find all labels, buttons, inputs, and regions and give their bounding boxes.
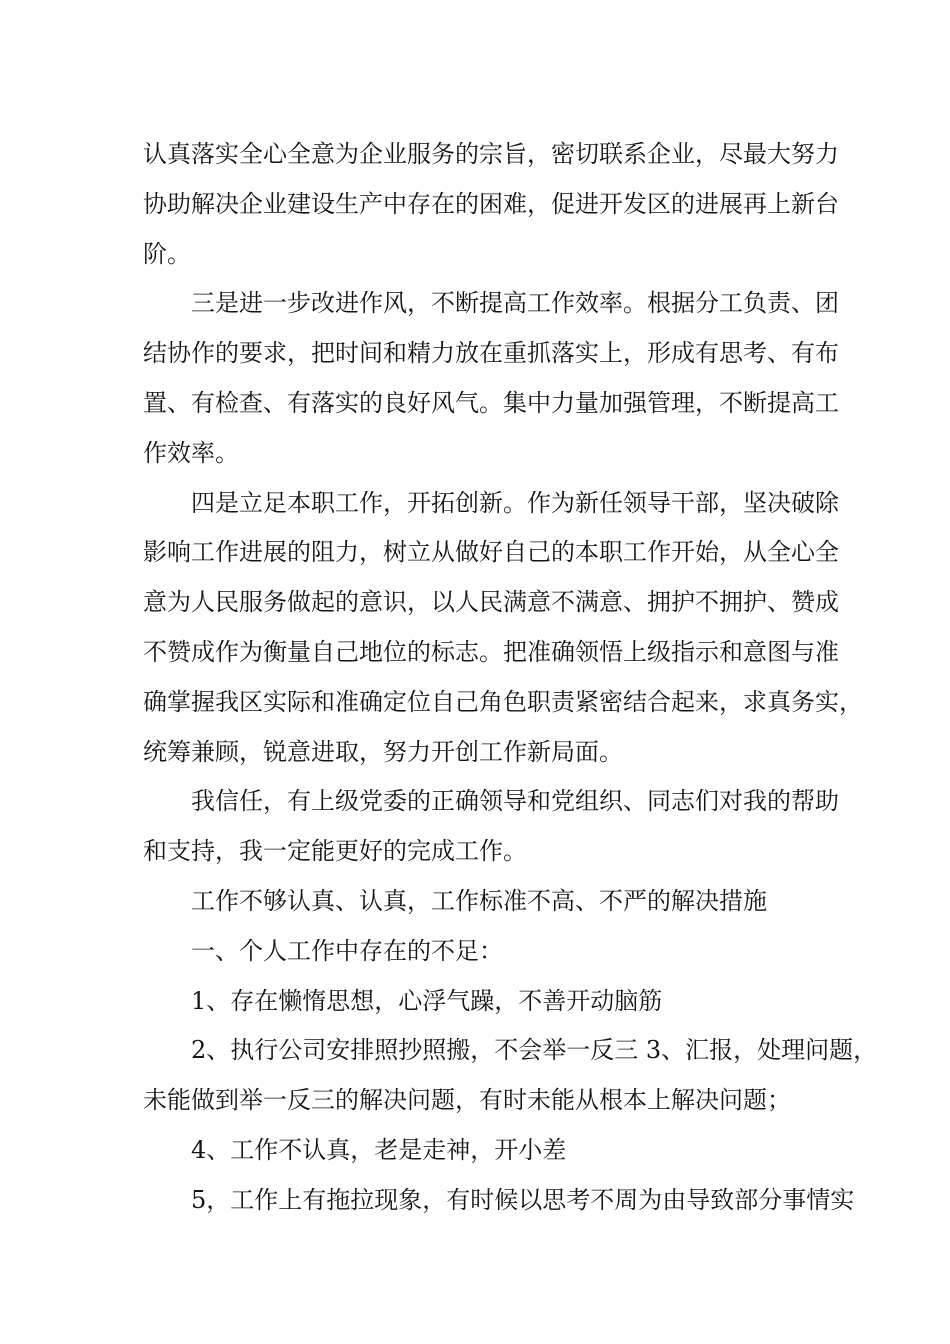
text-line: 阶。 <box>143 239 191 268</box>
paragraph-start-line: 四是立足本职工作，开拓创新。作为新任领导干部，坚决破除 <box>191 488 839 517</box>
list-item: 4、工作不认真，老是走神，开小差 <box>191 1135 567 1164</box>
body-text <box>143 130 878 1226</box>
text-line: 确掌握我区实际和准确定位自己角色职责紧密结合起来，求真务实， <box>143 687 863 716</box>
text-line: 置、有检查、有落实的良好风气。集中力量加强管理，不断提高工 <box>143 388 839 417</box>
paragraph-start-line: 三是进一步改进作风，不断提高工作效率。根据分工负责、团 <box>191 289 839 318</box>
list-item: 5，工作上有拖拉现象，有时候以思考不周为由导致部分事情实 <box>191 1185 855 1214</box>
list-item: 2、执行公司安排照抄照搬，不会举一反三 3、汇报，处理问题， <box>191 1036 878 1065</box>
text-line: 意为人民服务做起的意识，以人民满意不满意、拥护不拥护、赞成 <box>143 588 839 617</box>
text-line: 和支持，我一定能更好的完成工作。 <box>143 837 527 866</box>
text-line: 不赞成作为衡量自己地位的标志。把准确领悟上级指示和意图与准 <box>143 637 839 666</box>
text-line: 协助解决企业建设生产中存在的困难，促进开发区的进展再上新台 <box>143 189 839 218</box>
text-line: 影响工作进展的阻力，树立从做好自己的本职工作开始，从全心全 <box>143 538 839 567</box>
list-item: 1、存在懒惰思想，心浮气躁，不善开动脑筋 <box>191 986 663 1015</box>
section-heading: 工作不够认真、认真，工作标准不高、不严的解决措施 <box>191 886 767 915</box>
text-line: 未能做到举一反三的解决问题，有时未能从根本上解决问题； <box>143 1086 791 1115</box>
paragraph-start-line: 我信任，有上级党委的正确领导和党组织、同志们对我的帮助 <box>191 787 839 816</box>
text-line: 统筹兼顾，锐意进取，努力开创工作新局面。 <box>143 737 623 766</box>
text-line: 作效率。 <box>143 438 239 467</box>
text-line: 认真落实全心全意为企业服务的宗旨，密切联系企业，尽最大努力 <box>143 140 839 168</box>
text-line: 结协作的要求，把时间和精力放在重抓落实上，形成有思考、有布 <box>143 339 839 368</box>
subheading: 一、个人工作中存在的不足： <box>191 936 503 965</box>
